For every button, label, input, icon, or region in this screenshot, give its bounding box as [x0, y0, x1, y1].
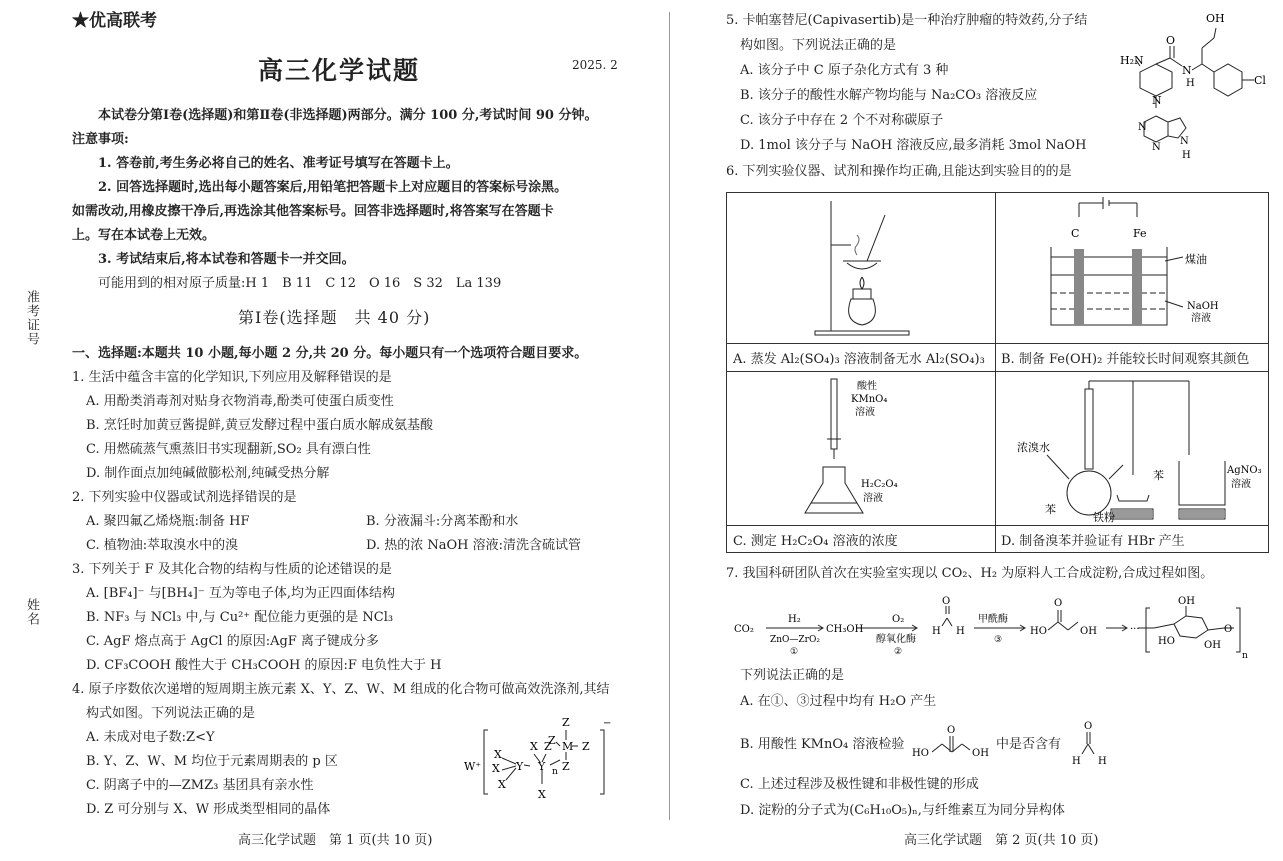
q7-dha-inline-structure	[912, 722, 996, 762]
apparatus-d-bromobenzene	[999, 375, 1267, 524]
q6-caption-d: D. 制备溴苯并验证有 HBr 产生	[1001, 534, 1185, 549]
x-atom-1: X	[494, 748, 502, 761]
atomic-masses: 可能用到的相对原子质量:H 1 B 11 C 12 O 16 S 32 La 139	[98, 276, 502, 291]
carbon-label: C	[1071, 227, 1080, 240]
formaldehyde-h2-label: H	[956, 626, 965, 637]
h2-label: H₂	[788, 614, 801, 625]
m-atom: M	[562, 740, 574, 753]
starch-ho-label: HO	[1158, 636, 1175, 647]
formolase-label: 甲酰酶	[978, 614, 1008, 625]
x-atom-4: X	[530, 740, 538, 753]
pyrrole-h-label: H	[1182, 150, 1191, 161]
ellipsis-label: ···	[1130, 624, 1140, 635]
table-line-1	[727, 343, 1268, 344]
q5-option-b: B. 该分子的酸性水解产物均能与 Na₂CO₃ 溶液反应	[740, 88, 1038, 103]
step-2-label: ②	[894, 647, 903, 657]
h2c2o4-solution-label: 溶液	[863, 493, 883, 504]
repeat-n: n	[552, 767, 558, 777]
z-atom-2: Z	[562, 716, 570, 729]
notice-2c: 上。写在本试卷上无效。	[72, 228, 216, 243]
side-label-exam-id: 准考证号	[24, 290, 39, 346]
starch-o-label: O	[1224, 624, 1233, 635]
q7-option-a: A. 在①、③过程中均有 H₂O 产生	[740, 694, 937, 709]
carbonyl-o-label: O	[1166, 34, 1176, 47]
section-heading: 第Ⅰ卷(选择题 共 40 分)	[238, 308, 431, 327]
dha-oh-label: OH	[1080, 626, 1097, 637]
z-atom-5: Z	[562, 760, 570, 773]
x-atom-3: X	[498, 778, 506, 791]
bromine-water-label: 浓溴水	[1017, 441, 1050, 454]
agno3-label: AgNO₃	[1227, 465, 1262, 476]
q7-formaldehyde-inline-structure	[1068, 718, 1112, 768]
pyrimidine-n2-label: N	[1152, 142, 1161, 153]
inline-formaldehyde-h2: H	[1098, 756, 1107, 767]
hydroxyl-label: OH	[1206, 12, 1225, 25]
x-atom-2: X	[492, 762, 500, 775]
h2c2o4-label: H₂C₂O₄	[861, 479, 898, 490]
inline-formaldehyde-h1: H	[1072, 756, 1081, 767]
q5-stem-1: 5. 卡帕塞替尼(Capivasertib)是一种治疗肿瘤的特效药,分子结	[726, 13, 1088, 28]
iron-electrode	[1132, 249, 1142, 325]
starch-oh-top-label: OH	[1178, 596, 1195, 607]
amine-label: H₂N	[1120, 54, 1144, 67]
q6-caption-b: B. 制备 Fe(OH)₂ 并能较长时间观察其颜色	[1001, 352, 1250, 367]
q1-option-b: B. 烹饪时加黄豆酱提鲜,黄豆发酵过程中蛋白质水解成氨基酸	[86, 418, 433, 433]
pyrimidine-n1-label: N	[1138, 122, 1147, 133]
q6-apparatus-table	[726, 192, 1269, 553]
table-line-2	[727, 371, 1268, 372]
inline-ho-label: HO	[912, 748, 929, 759]
side-label-name: 姓名	[24, 598, 39, 626]
apparatus-a-evaporation	[807, 197, 917, 339]
q7-option-b-part1: B. 用酸性 KMnO₄ 溶液检验	[740, 737, 905, 752]
notice-1: 1. 答卷前,考生务必将自己的姓名、准考证号填写在答题卡上。	[98, 156, 459, 171]
amide-n-label: N	[1182, 64, 1192, 77]
iron-powder-label: 铁粉	[1093, 511, 1115, 524]
piperidine-n-label: N	[1152, 94, 1162, 107]
q7-stem: 7. 我国科研团队首次在实验室实现以 CO₂、H₂ 为原料人工合成淀粉,合成过程如图。	[726, 566, 1214, 581]
q1-option-d: D. 制作面点加纯碱做膨松剂,纯碱受热分解	[86, 466, 330, 481]
z-atom-4: Z	[582, 740, 590, 753]
starch-n-label: n	[1242, 651, 1248, 661]
table-vertical-line	[995, 193, 996, 552]
step-1-label: ①	[790, 647, 799, 657]
q5-option-a: A. 该分子中 C 原子杂化方式有 3 种	[740, 63, 949, 78]
co2-label: CO₂	[734, 624, 754, 635]
alcohol-oxidase-label: 醇氧化酶	[876, 634, 916, 645]
q4-stem-2: 构式如图。下列说法正确的是	[86, 706, 256, 721]
naoh-label: NaOH	[1187, 301, 1219, 312]
q2-option-a: A. 聚四氟乙烯烧瓶:制备 HF	[86, 514, 250, 529]
brand-label: ★优高联考	[72, 11, 157, 31]
exam-intro: 本试卷分第Ⅰ卷(选择题)和第Ⅱ卷(非选择题)两部分。满分 100 分,考试时间 90 分钟。	[98, 108, 598, 123]
q4-stem-1: 4. 原子序数依次递增的短周期主族元素 X、Y、Z、W、M 组成的化合物可做高效洗涤剂,其结	[72, 682, 610, 697]
inline-o-label: O	[947, 725, 956, 736]
formaldehyde-o-label: O	[942, 596, 951, 607]
q2-option-d: D. 热的浓 NaOH 溶液:清洗含硫试管	[366, 538, 581, 553]
x-atom-5: X	[538, 788, 546, 801]
step-3-label: ③	[994, 635, 1003, 645]
notice-2b: 如需改动,用橡皮擦干净后,再选涂其他答案标号。回答非选择题时,将答案写在答题卡	[72, 204, 554, 219]
q5-option-d: D. 1mol 该分子与 NaOH 溶液反应,最多消耗 3mol NaOH	[740, 138, 1087, 153]
w-cation: W⁺	[464, 760, 482, 773]
q2-option-b: B. 分液漏斗:分离苯酚和水	[366, 514, 519, 529]
page-divider	[669, 12, 670, 820]
chloro-label: Cl	[1254, 74, 1266, 87]
q4-structure-figure	[460, 708, 610, 804]
anion-charge: −	[603, 718, 612, 729]
q4-option-d: D. Z 可分别与 X、W 形成类型相同的晶体	[86, 802, 331, 817]
notice-heading: 注意事项:	[72, 132, 129, 147]
o2-label: O₂	[892, 614, 905, 625]
apparatus-c-titration	[797, 375, 947, 521]
notice-2a: 2. 回答选择题时,选出每小题答案后,用铅笔把答题卡上对应题目的答案标号涂黑。	[98, 180, 568, 195]
q1-option-a: A. 用酚类消毒剂对贴身衣物消毒,酚类可使蛋白质变性	[86, 394, 394, 409]
kmno4-acid-label: 酸性	[857, 381, 877, 392]
q3-option-a: A. [BF₄]⁻ 与[BH₄]⁻ 互为等电子体,均为正四面体结构	[86, 586, 395, 601]
inline-oh-label: OH	[972, 748, 989, 759]
q7-synthesis-scheme	[734, 592, 1254, 662]
q7-option-d: D. 淀粉的分子式为(C₆H₁₀O₅)ₙ,与纤维素互为同分异构体	[740, 803, 1065, 818]
q7-option-c: C. 上述过程涉及极性键和非极性键的形成	[740, 777, 979, 792]
q2-option-c: C. 植物油:萃取溴水中的溴	[86, 538, 239, 553]
kmno4-label: KMnO₄	[851, 394, 888, 405]
notice-3: 3. 考试结束后,将本试卷和答题卡一并交回。	[98, 252, 355, 267]
q3-stem: 3. 下列关于 F 及其化合物的结构与性质的论述错误的是	[72, 562, 392, 577]
q4-option-a: A. 未成对电子数:Z<Y	[86, 730, 215, 745]
z-atom-3: Z	[548, 734, 556, 747]
page-2-footer: 高三化学试题 第 2 页(共 10 页)	[904, 833, 1099, 848]
dha-ho-label: HO	[1030, 626, 1047, 637]
formaldehyde-h1-label: H	[932, 626, 941, 637]
table-line-3	[727, 525, 1268, 526]
q7-intro: 下列说法正确的是	[740, 668, 845, 683]
kerosene-label: 煤油	[1185, 253, 1207, 266]
pyrrole-n-label: N	[1180, 136, 1189, 147]
q3-option-b: B. NF₃ 与 NCl₃ 中,与 Cu²⁺ 配位能力更强的是 NCl₃	[86, 610, 394, 625]
agno3-solution-label: 溶液	[1231, 479, 1251, 490]
naoh-solution-label: 溶液	[1191, 313, 1211, 324]
inline-formaldehyde-o: O	[1084, 721, 1093, 732]
y-atom-2: Y	[538, 760, 546, 773]
q7-option-b-part2: 中是否含有	[996, 737, 1062, 752]
catalyst-label: ZnO—ZrO₂	[770, 635, 820, 645]
q3-option-c: C. AgF 熔点高于 AgCl 的原因:AgF 离子键成分多	[86, 634, 379, 649]
kmno4-solution-label: 溶液	[855, 407, 875, 418]
page-1-footer: 高三化学试题 第 1 页(共 10 页)	[238, 833, 433, 848]
dha-o-label: O	[1054, 598, 1063, 609]
q6-stem: 6. 下列实验仪器、试剂和操作均正确,且能达到实验目的的是	[726, 164, 1072, 179]
part-heading: 一、选择题:本题共 10 小题,每小题 2 分,共 20 分。每小题只有一个选项符合题目要求。	[72, 346, 588, 361]
q6-caption-c: C. 测定 H₂C₂O₄ 溶液的浓度	[733, 534, 898, 549]
q5-molecule-figure	[1118, 8, 1278, 170]
q5-stem-2: 构如图。下列说法正确的是	[740, 38, 897, 53]
exam-date: 2025. 2	[572, 58, 618, 72]
q4-option-c: C. 阴离子中的—ZMZ₃ 基团具有亲水性	[86, 778, 314, 793]
benzene-label-2: 苯	[1045, 503, 1056, 516]
benzene-label-1: 苯	[1153, 469, 1164, 482]
q1-stem: 1. 生活中蕴含丰富的化学知识,下列应用及解释错误的是	[72, 370, 392, 385]
q1-option-c: C. 用燃硫蒸气熏蒸旧书实现翻新,SO₂ 具有漂白性	[86, 442, 371, 457]
z-atom-1: Z	[544, 740, 552, 753]
carbon-electrode	[1074, 249, 1084, 325]
exam-title: 高三化学试题	[258, 56, 421, 85]
q6-caption-a: A. 蒸发 Al₂(SO₄)₃ 溶液制备无水 Al₂(SO₄)₃	[733, 352, 985, 367]
apparatus-b-electrolysis	[1047, 197, 1247, 339]
q4-option-b: B. Y、Z、W、M 均位于元素周期表的 p 区	[86, 754, 338, 769]
q5-option-c: C. 该分子中存在 2 个不对称碳原子	[740, 113, 944, 128]
iron-label: Fe	[1133, 227, 1147, 240]
methanol-label: CH₃OH	[826, 624, 864, 635]
y-atom-1: Y	[516, 760, 524, 773]
starch-oh-label: OH	[1204, 640, 1221, 651]
amide-h-label: H	[1186, 78, 1195, 89]
q3-option-d: D. CF₃COOH 酸性大于 CH₃COOH 的原因:F 电负性大于 H	[86, 658, 442, 673]
q2-stem: 2. 下列实验中仪器或试剂选择错误的是	[72, 490, 297, 505]
